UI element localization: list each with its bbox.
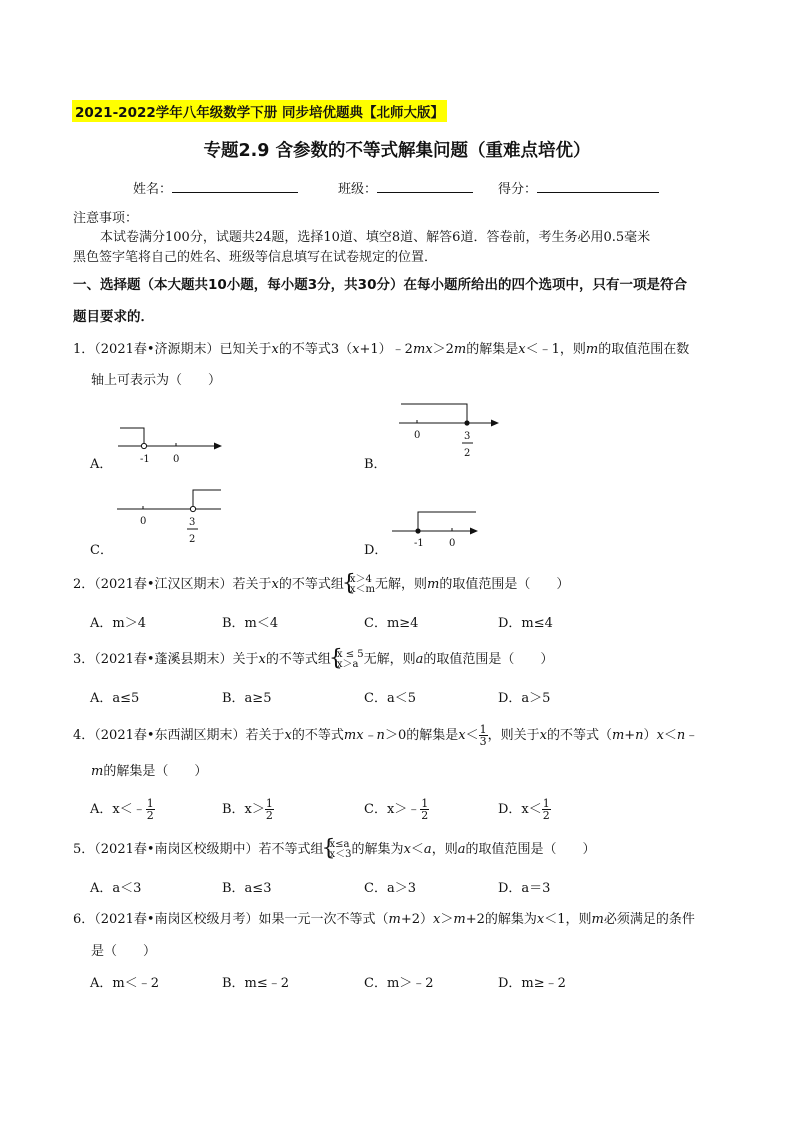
fraction: $\frac{1}{2}$ — [421, 797, 429, 822]
class-field[interactable] — [338, 178, 473, 197]
q2-option-d[interactable]: D．m≤4 — [498, 616, 553, 631]
name-blank[interactable] — [172, 178, 298, 193]
section-heading-line-2: 题目要求的． — [73, 309, 154, 325]
tick-label-two: 2 — [189, 534, 196, 545]
class-label: 班级： — [338, 182, 378, 197]
tick-label-neg1: -1 — [140, 454, 150, 465]
page-title: 专题2.9 含参数的不等式解集问题（重难点培优） — [203, 141, 591, 161]
q5-option-d[interactable]: D．a＝3 — [498, 881, 551, 896]
q3-option-c[interactable]: C．a＜5 — [364, 691, 416, 706]
tick-label-three: 3 — [464, 431, 471, 442]
question-5-stem: 5．（2021春•南岗区校级期中）若不等式组 { x≤a x＜3 的解集为x＜a，则a的取值范围是（ ） — [73, 838, 595, 860]
q4-option-a[interactable]: A．x＜﹣ $\frac{1}{2}$ — [90, 797, 154, 822]
question-6-stem: 6．（2021春•南岗区校级月考）如果一元一次不等式（m+2）x＞m+2的解集为x＜1，则m必须满足的条件 — [73, 912, 695, 927]
q1-option-b-numberline[interactable] — [395, 398, 505, 470]
q2-option-c[interactable]: C．m≥4 — [364, 616, 419, 631]
inequality-system: { x≤a x＜3 — [324, 840, 352, 860]
q2-option-a[interactable]: A．m＞4 — [90, 616, 146, 631]
tick-label-three: 3 — [189, 517, 196, 528]
q6-option-c[interactable]: C．m＞﹣2 — [364, 976, 434, 991]
q1-option-d-label[interactable]: D． — [364, 543, 388, 558]
q1-option-a-numberline[interactable] — [110, 420, 230, 470]
q2-option-b[interactable]: B．m＜4 — [222, 616, 279, 631]
question-4-stem: 4．（2021春•东西湖区期末）若关于x的不等式mx﹣n＞0的解集是x＜ $\frac{1}{3}$ ，则关于x的不等式（m+n）x＜n﹣ — [73, 723, 699, 748]
q4-option-d[interactable]: D．x＜ $\frac{1}{2}$ — [498, 797, 550, 822]
score-field[interactable] — [498, 178, 659, 197]
question-6-stem-line-2: 是（ ） — [91, 944, 157, 959]
q3-option-b[interactable]: B．a≥5 — [222, 691, 272, 706]
section-heading-line-1: 一、选择题（本大题共10小题，每小题3分，共30分）在每小题所给出的四个选项中，只有一项是符合 — [73, 277, 687, 293]
q1-option-c-label[interactable]: C． — [90, 543, 113, 558]
tick-label-neg1: -1 — [414, 538, 424, 549]
tick-label-0: 0 — [140, 516, 147, 527]
question-2-stem: 2．（2021春•江汉区期末）若关于x的不等式组 { x＞4 x＜m 无解，则m的取值范围是（ ） — [73, 573, 569, 595]
question-1-stem-line-2: 轴上可表示为（ ） — [91, 373, 222, 388]
q1-option-b-label[interactable]: B． — [364, 457, 387, 472]
notes-heading: 注意事项： — [73, 211, 139, 226]
q5-option-a[interactable]: A．a＜3 — [90, 881, 142, 896]
q3-option-d[interactable]: D．a＞5 — [498, 691, 551, 706]
q5-option-c[interactable]: C．a＞3 — [364, 881, 416, 896]
score-blank[interactable] — [537, 178, 659, 193]
tick-label-0: 0 — [414, 430, 421, 441]
q6-option-b[interactable]: B．m≤﹣2 — [222, 976, 290, 991]
q1-option-a-label[interactable]: A． — [90, 457, 113, 472]
q3-option-a[interactable]: A．a≤5 — [90, 691, 140, 706]
q4-option-c[interactable]: C．x＞﹣ $\frac{1}{2}$ — [364, 797, 429, 822]
fraction: $\frac{1}{2}$ — [542, 797, 550, 822]
fraction: $\frac{1}{3}$ — [479, 723, 487, 748]
question-1-stem: 1．（2021春•济源期末）已知关于x的不等式3（x+1）﹣2mx＞2m的解集是x＜﹣1，则m的取值范围在数 — [73, 342, 690, 357]
score-label: 得分： — [498, 182, 538, 197]
tick-label-0: 0 — [173, 454, 180, 465]
name-label: 姓名： — [133, 182, 173, 197]
notes-line-1: 本试卷满分100分，试题共24题，选择10道、填空8道、解答6道．答卷前，考生务必用0.5毫米 — [100, 230, 651, 245]
inequality-system: { x ≤ 5 x＞a — [331, 650, 364, 670]
tick-label-0: 0 — [449, 538, 456, 549]
question-4-stem-line-2: m的解集是（ ） — [91, 764, 208, 779]
class-blank[interactable] — [377, 178, 473, 193]
q6-option-a[interactable]: A．m＜﹣2 — [90, 976, 159, 991]
tick-label-two: 2 — [464, 448, 471, 459]
name-field[interactable] — [133, 178, 298, 197]
q5-option-b[interactable]: B．a≤3 — [222, 881, 272, 896]
q1-option-d-numberline[interactable] — [388, 506, 488, 552]
notes-line-2: 黑色签字笔将自己的姓名、班级等信息填写在试卷规定的位置． — [73, 250, 438, 265]
series-banner: 2021-2022学年八年级数学下册 同步培优题典【北师大版】 — [72, 100, 447, 122]
q6-option-d[interactable]: D．m≥﹣2 — [498, 976, 566, 991]
inequality-system: { x＞4 x＜m — [344, 575, 375, 595]
question-3-stem: 3．（2021春•蓬溪县期末）关于x的不等式组 { x ≤ 5 x＞a 无解，则a的取值范围是（ ） — [73, 648, 553, 670]
fraction: $\frac{1}{2}$ — [146, 797, 154, 822]
q4-option-b[interactable]: B．x＞ $\frac{1}{2}$ — [222, 797, 273, 822]
fraction: $\frac{1}{2}$ — [265, 797, 273, 822]
q1-option-c-numberline[interactable] — [113, 484, 228, 556]
